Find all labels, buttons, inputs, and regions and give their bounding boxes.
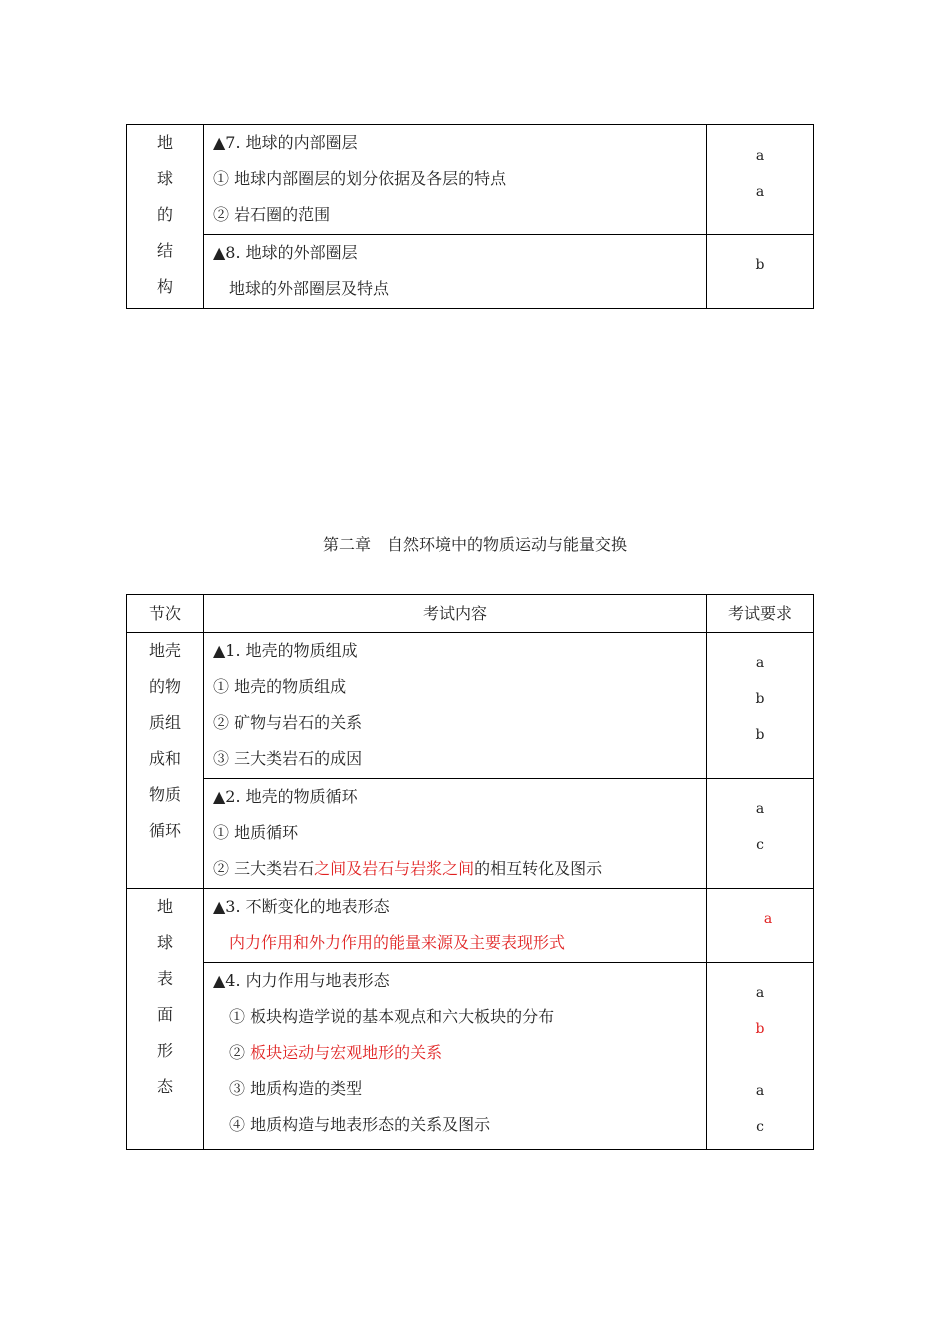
section-text: 的物 [148, 677, 181, 696]
section-char: 面 [156, 1005, 173, 1024]
content-cell-crust-composition [204, 633, 707, 779]
req-value: c [756, 1119, 764, 1135]
topic-item: ① 地球内部圈层的划分依据及各层的特点 [213, 169, 507, 188]
req-value: a [755, 184, 765, 200]
section-cell-earth-structure [127, 125, 204, 309]
chapter-title: 第二章 自然环境中的物质运动与能量交换 [322, 535, 627, 554]
text-highlight: 板块运动与宏观地形的关系 [250, 1043, 443, 1062]
topic-heading: ▲2. 地壳的物质循环 [213, 787, 358, 806]
req-value: a [755, 655, 765, 671]
content-cell-crust-cycle [204, 779, 707, 889]
topic-item-highlight: 内力作用和外力作用的能量来源及主要表现形式 [229, 933, 566, 952]
req-cell-crust-cycle [707, 779, 814, 889]
topic-item: ③ 地质构造的类型 [229, 1079, 363, 1098]
topic-heading: ▲7. 地球的内部圈层 [213, 133, 358, 152]
content-cell-internal-forces [204, 963, 707, 1150]
content-cell-inner-layers [204, 125, 707, 235]
section-char: 态 [156, 1077, 173, 1096]
req-value-highlight: a [763, 911, 773, 927]
text-plain: ② 三大类岩石 [213, 859, 315, 878]
section-char: 地 [156, 897, 173, 916]
item-number: ② [229, 1043, 246, 1062]
header-section: 节次 [127, 595, 204, 633]
text-plain: 的相互转化及图示 [474, 859, 603, 878]
req-cell-internal-forces [707, 963, 814, 1150]
text-highlight: 之间及岩石与岩浆之间 [314, 859, 475, 878]
req-value: b [755, 727, 765, 743]
req-cell-inner-layers [707, 125, 814, 235]
section-text: 循环 [148, 821, 181, 840]
topic-heading: ▲1. 地壳的物质组成 [213, 641, 358, 660]
section-text: 成和 [148, 749, 181, 768]
req-cell-crust-composition [707, 633, 814, 779]
req-value: a [755, 801, 765, 817]
topic-heading: ▲3. 不断变化的地表形态 [213, 897, 390, 916]
topic-item-plate-motion [213, 1035, 706, 1071]
section-char: 表 [156, 969, 173, 988]
topic-item: ② 岩石圈的范围 [213, 205, 331, 224]
section-text: 地壳 [148, 641, 181, 660]
topic-item: ④ 地质构造与地表形态的关系及图示 [229, 1115, 491, 1134]
req-value: b [755, 257, 765, 273]
section-char: 地 [156, 133, 173, 152]
topic-item: ③ 三大类岩石的成因 [213, 749, 363, 768]
section-text: 物质 [148, 785, 181, 804]
req-value: c [756, 837, 764, 853]
topic-item: 地球的外部圈层及特点 [229, 279, 390, 298]
content-cell-changing-landforms [204, 889, 707, 963]
topic-item: ① 板块构造学说的基本观点和六大板块的分布 [229, 1007, 555, 1026]
topic-item: ① 地质循环 [213, 823, 299, 842]
exam-content-table [126, 594, 814, 1150]
section-cell-crust-material [127, 633, 204, 889]
req-value: a [755, 985, 765, 1001]
section-char: 形 [156, 1041, 173, 1060]
section-char: 球 [156, 169, 173, 188]
structure-table [126, 124, 814, 309]
section-cell-surface-forms [127, 889, 204, 1150]
header-content: 考试内容 [204, 595, 707, 633]
topic-item: ② 矿物与岩石的关系 [213, 713, 363, 732]
req-cell-outer-layers [707, 235, 814, 309]
req-value: a [755, 148, 765, 164]
header-req: 考试要求 [707, 595, 814, 633]
topic-heading: ▲8. 地球的外部圈层 [213, 243, 358, 262]
section-char: 构 [156, 277, 173, 296]
req-value: b [755, 691, 765, 707]
section-text: 质组 [148, 713, 181, 732]
req-cell-changing-landforms [707, 889, 814, 963]
section-char: 球 [156, 933, 173, 952]
req-value-highlight: b [755, 1021, 765, 1037]
section-char: 结 [156, 241, 173, 260]
topic-item-rock-conversion [213, 851, 706, 887]
topic-item: ① 地壳的物质组成 [213, 677, 347, 696]
section-char: 的 [156, 205, 173, 224]
req-value: a [755, 1083, 765, 1099]
topic-heading: ▲4. 内力作用与地表形态 [213, 971, 390, 990]
content-cell-outer-layers [204, 235, 707, 309]
